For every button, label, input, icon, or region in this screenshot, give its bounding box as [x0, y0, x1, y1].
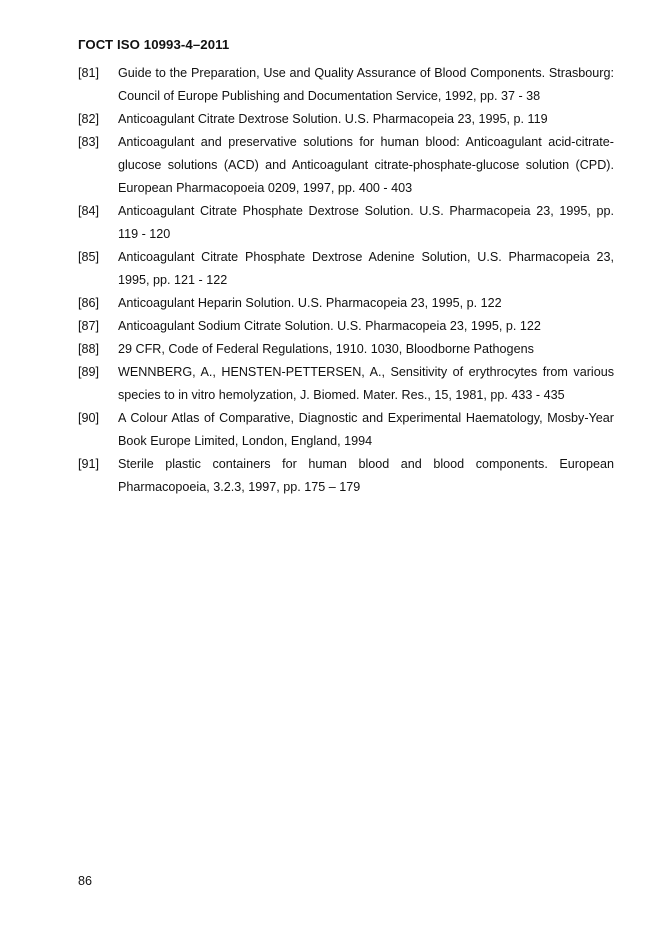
- reference-text: Anticoagulant Citrate Phosphate Dextrose Adenine Solution, U.S. Pharmacopeia 23, 1995, pp. 121 - 122: [118, 250, 614, 287]
- reference-item: [78, 108, 614, 131]
- reference-item: [78, 246, 614, 292]
- reference-number: [84]: [78, 204, 100, 218]
- reference-text: WENNBERG, A., HENSTEN-PETTERSEN, A., Sensitivity of erythrocytes from various species to in vitro hemolyzation, J. Biomed. Mater. Res., 15, 1981, pp. 433 - 435: [118, 365, 614, 402]
- reference-list: [78, 62, 614, 499]
- reference-number: [85]: [78, 250, 100, 264]
- page-number: [78, 874, 93, 892]
- document-header: ГОСТ ISO 10993-4–2011: [78, 37, 230, 52]
- reference-number: [88]: [78, 342, 100, 356]
- reference-number: [90]: [78, 411, 100, 425]
- reference-item: [78, 62, 614, 108]
- reference-text: Sterile plastic containers for human blood and blood components. European Pharmacopoeia, 3.2.3, 1997, pp. 175 – 179: [118, 457, 614, 494]
- reference-number: [89]: [78, 365, 100, 379]
- reference-item: [78, 361, 614, 407]
- reference-number: [91]: [78, 457, 100, 471]
- reference-number: [83]: [78, 135, 100, 149]
- page-number-text: 86: [78, 874, 93, 888]
- reference-item: [78, 200, 614, 246]
- reference-number: [82]: [78, 112, 100, 126]
- reference-item: [78, 131, 614, 200]
- reference-item: [78, 315, 614, 338]
- reference-text: A Colour Atlas of Comparative, Diagnostic and Experimental Haematology, Mosby-Year Book Europe Limited, London, England, 1994: [118, 411, 614, 448]
- reference-text: 29 CFR, Code of Federal Regulations, 1910. 1030, Bloodborne Pathogens: [118, 342, 534, 356]
- reference-item: [78, 292, 614, 315]
- reference-item: [78, 338, 614, 361]
- reference-text: Anticoagulant Sodium Citrate Solution. U.S. Pharmacopeia 23, 1995, p. 122: [118, 319, 541, 333]
- reference-number: [86]: [78, 296, 100, 310]
- reference-item: [78, 407, 614, 453]
- reference-text: Anticoagulant Citrate Dextrose Solution. U.S. Pharmacopeia 23, 1995, p. 119: [118, 112, 548, 126]
- reference-number: [81]: [78, 66, 100, 80]
- reference-text: Guide to the Preparation, Use and Quality Assurance of Blood Components. Strasbourg: Council of Europe Publishing and Documentation Service, 1992, pp. 37 - 38: [118, 66, 614, 103]
- reference-text: Anticoagulant Heparin Solution. U.S. Pharmacopeia 23, 1995, p. 122: [118, 296, 502, 310]
- reference-number: [87]: [78, 319, 100, 333]
- reference-text: Anticoagulant Citrate Phosphate Dextrose Solution. U.S. Pharmacopeia 23, 1995, pp. 119 - 120: [118, 204, 614, 241]
- reference-item: [78, 453, 614, 499]
- reference-text: Anticoagulant and preservative solutions for human blood: Anticoagulant acid-citrate-glucose solutions (ACD) and Anticoagulant citrate-phosphate-glucose solution (CPD). European Pharmacopoeia 0209, 1997, pp. 400 - 403: [118, 135, 614, 195]
